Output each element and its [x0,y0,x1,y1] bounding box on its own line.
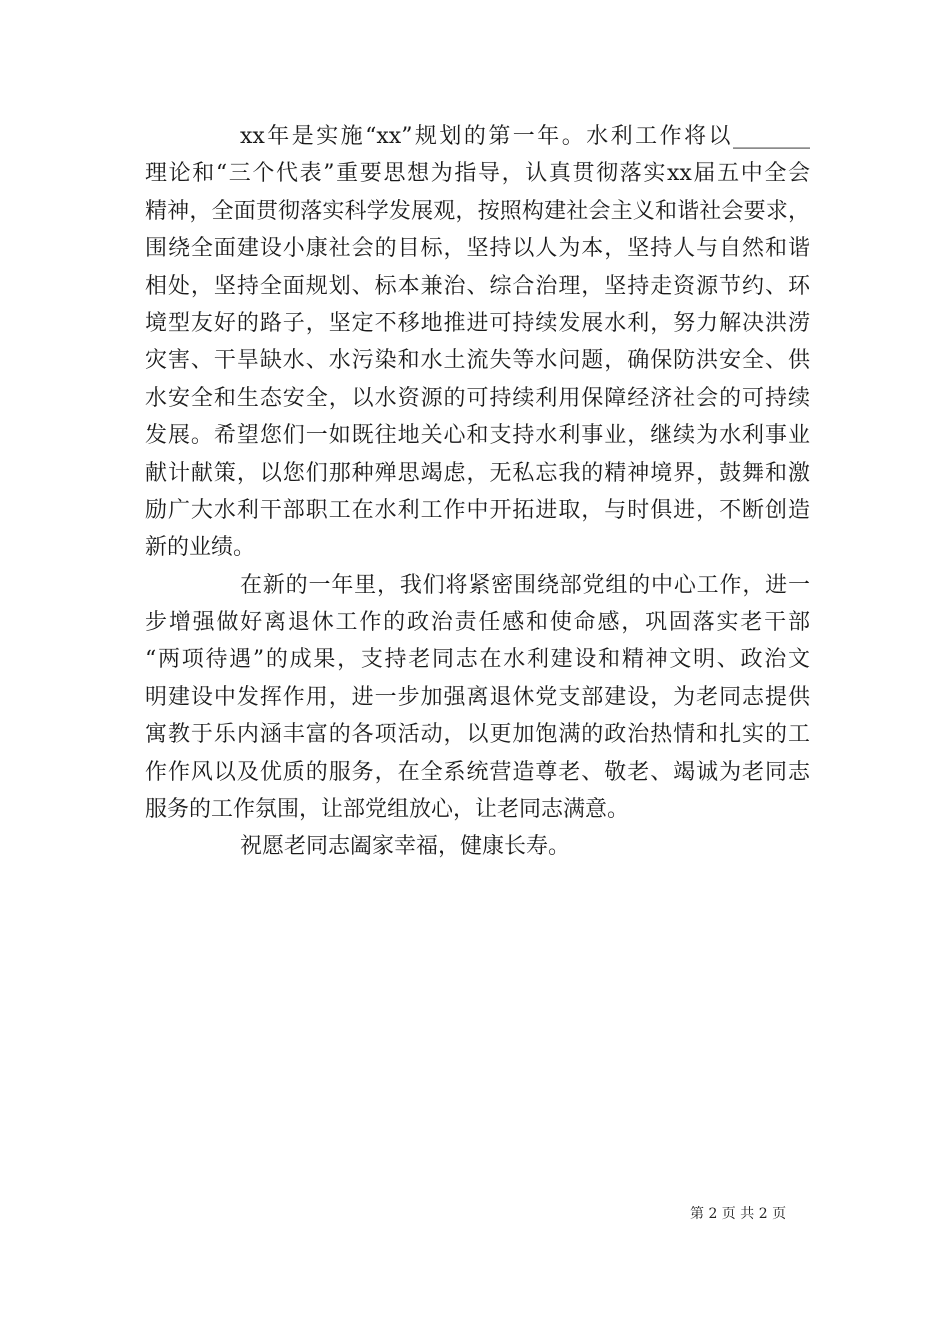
text-line: 水安全和生态安全，以水资源的可持续利用保障经济社会的可持续 [145,385,810,411]
text-line: xx年是实施“xx”规划的第一年。水利工作将以_______ [240,124,810,149]
text-line: 灾害、干旱缺水、水污染和水土流失等水问题，确保防洪安全、供 [145,348,810,374]
text-line: 励广大水利干部职工在水利工作中开拓进取，与时俱进，不断创造 [145,497,810,523]
text-line: 作作风以及优质的服务，在全系统营造尊老、敬老、竭诚为老同志 [145,759,810,785]
text-line: 步增强做好离退休工作的政治责任感和使命感，巩固落实老干部 [145,610,810,636]
text-line: 献计献策，以您们那种殚思竭虑，无私忘我的精神境界，鼓舞和激 [145,460,810,486]
page-number-footer: 第 2 页 共 2 页 [690,1206,787,1222]
text-line: 在新的一年里，我们将紧密围绕部党组的中心工作，进一 [240,572,810,598]
text-line: 境型友好的路子，坚定不移地推进可持续发展水利，努力解决洪涝 [145,310,810,336]
paragraph-1 [145,118,810,567]
text-line: “两项待遇”的成果，支持老同志在水利建设和精神文明、政治文 [145,647,810,673]
text-line: 祝愿老同志阖家幸福，健康长寿。 [240,834,571,860]
text-line: 相处，坚持全面规划、标本兼治、综合治理，坚持走资源节约、环 [145,273,810,299]
paragraph-2 [145,567,810,829]
text-line: 理论和“三个代表”重要思想为指导，认真贯彻落实xx届五中全会 [145,161,810,187]
document-body [145,118,810,866]
text-line: 明建设中发挥作用，进一步加强离退休党支部建设，为老同志提供 [145,684,810,710]
text-line: 服务的工作氛围，让部党组放心，让老同志满意。 [145,797,630,823]
text-line: 精神，全面贯彻落实科学发展观，按照构建社会主义和谐社会要求， [145,198,810,224]
text-line: 发展。希望您们一如既往地关心和支持水利事业，继续为水利事业 [145,423,810,449]
paragraph-3 [145,828,810,865]
text-line: 围绕全面建设小康社会的目标，坚持以人为本，坚持人与自然和谐 [145,236,810,262]
text-line: 新的业绩。 [145,535,256,561]
text-line: 寓教于乐内涵丰富的各项活动，以更加饱满的政治热情和扎实的工 [145,722,810,748]
